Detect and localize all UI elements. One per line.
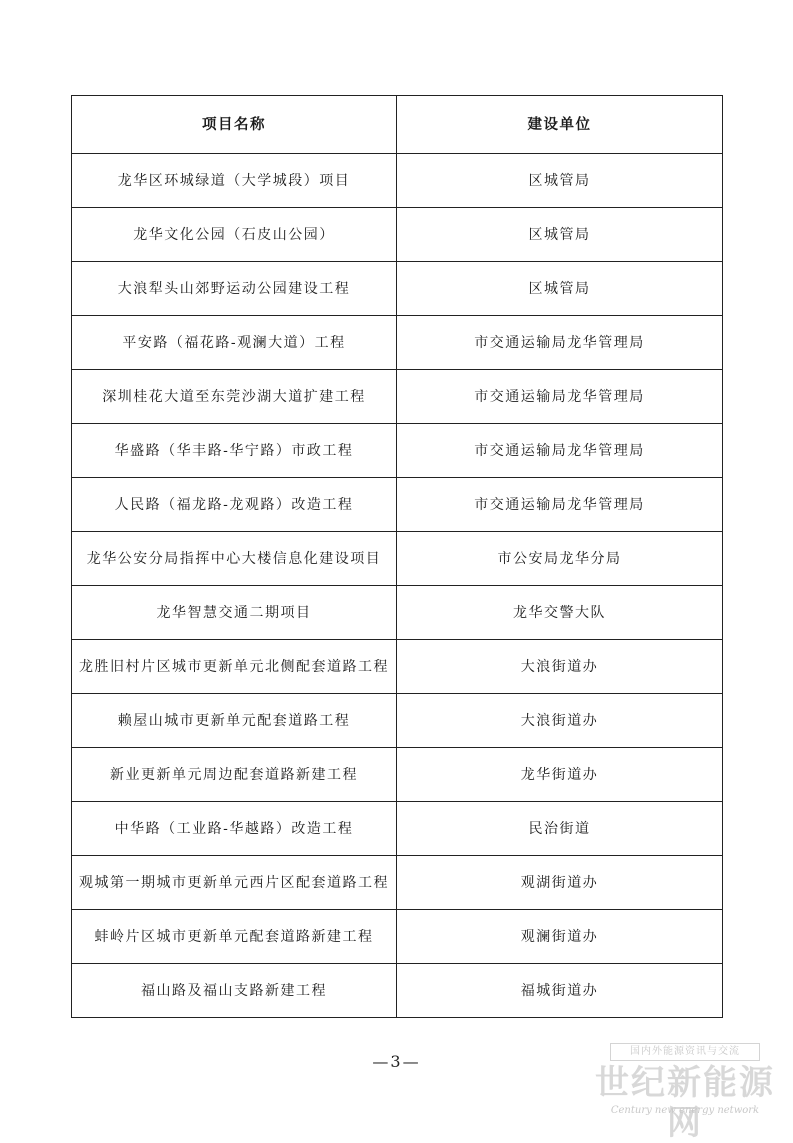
watermark-subtitle: Century new energy network — [610, 1105, 760, 1116]
construction-unit-cell: 区城管局 — [397, 262, 723, 316]
project-name-cell: 中华路（工业路-华越路）改造工程 — [72, 802, 397, 856]
construction-unit-cell: 市交通运输局龙华管理局 — [397, 424, 723, 478]
construction-unit-cell: 龙华街道办 — [397, 748, 723, 802]
construction-unit-cell: 市交通运输局龙华管理局 — [397, 316, 723, 370]
table-row — [72, 748, 723, 802]
project-name-cell: 华盛路（华丰路-华宁路）市政工程 — [72, 424, 397, 478]
table-row — [72, 424, 723, 478]
project-table — [71, 95, 723, 1018]
page-number: —3— — [372, 1052, 421, 1071]
project-name-cell: 赖屋山城市更新单元配套道路工程 — [72, 694, 397, 748]
project-name-cell: 平安路（福花路-观澜大道）工程 — [72, 316, 397, 370]
header-construction-unit: 建设单位 — [397, 96, 723, 154]
table-row — [72, 802, 723, 856]
construction-unit-cell: 大浪街道办 — [397, 640, 723, 694]
table-row — [72, 586, 723, 640]
table-row — [72, 208, 723, 262]
table-row — [72, 370, 723, 424]
site-watermark — [590, 1043, 780, 1143]
construction-unit-cell: 区城管局 — [397, 208, 723, 262]
table-row — [72, 694, 723, 748]
table-row — [72, 478, 723, 532]
construction-unit-cell: 观湖街道办 — [397, 856, 723, 910]
table-row — [72, 910, 723, 964]
project-name-cell: 福山路及福山支路新建工程 — [72, 964, 397, 1018]
project-name-cell: 龙华文化公园（石皮山公园） — [72, 208, 397, 262]
table-row — [72, 964, 723, 1018]
table-row — [72, 316, 723, 370]
project-name-cell: 龙华智慧交通二期项目 — [72, 586, 397, 640]
project-name-cell: 龙华区环城绿道（大学城段）项目 — [72, 154, 397, 208]
header-project-name: 项目名称 — [72, 96, 397, 154]
construction-unit-cell: 大浪街道办 — [397, 694, 723, 748]
project-name-cell: 观城第一期城市更新单元西片区配套道路工程 — [72, 856, 397, 910]
project-name-cell: 新业更新单元周边配套道路新建工程 — [72, 748, 397, 802]
table-header-row — [72, 96, 723, 154]
project-name-cell: 深圳桂花大道至东莞沙湖大道扩建工程 — [72, 370, 397, 424]
construction-unit-cell: 区城管局 — [397, 154, 723, 208]
table-row — [72, 262, 723, 316]
table-row — [72, 532, 723, 586]
project-name-cell: 龙胜旧村片区城市更新单元北侧配套道路工程 — [72, 640, 397, 694]
construction-unit-cell: 市公安局龙华分局 — [397, 532, 723, 586]
table-row — [72, 640, 723, 694]
project-name-cell: 蚌岭片区城市更新单元配套道路新建工程 — [72, 910, 397, 964]
project-name-cell: 龙华公安分局指挥中心大楼信息化建设项目 — [72, 532, 397, 586]
table-row — [72, 154, 723, 208]
watermark-title: 世纪新能源网 — [595, 1063, 775, 1143]
table-body — [72, 154, 723, 1018]
construction-unit-cell: 龙华交警大队 — [397, 586, 723, 640]
construction-unit-cell: 市交通运输局龙华管理局 — [397, 370, 723, 424]
construction-unit-cell: 民治街道 — [397, 802, 723, 856]
construction-unit-cell: 观澜街道办 — [397, 910, 723, 964]
project-name-cell: 大浪犁头山郊野运动公园建设工程 — [72, 262, 397, 316]
watermark-slogan: 国内外能源资讯与交流 — [610, 1043, 760, 1061]
project-name-cell: 人民路（福龙路-龙观路）改造工程 — [72, 478, 397, 532]
table-row — [72, 856, 723, 910]
construction-unit-cell: 市交通运输局龙华管理局 — [397, 478, 723, 532]
construction-unit-cell: 福城街道办 — [397, 964, 723, 1018]
